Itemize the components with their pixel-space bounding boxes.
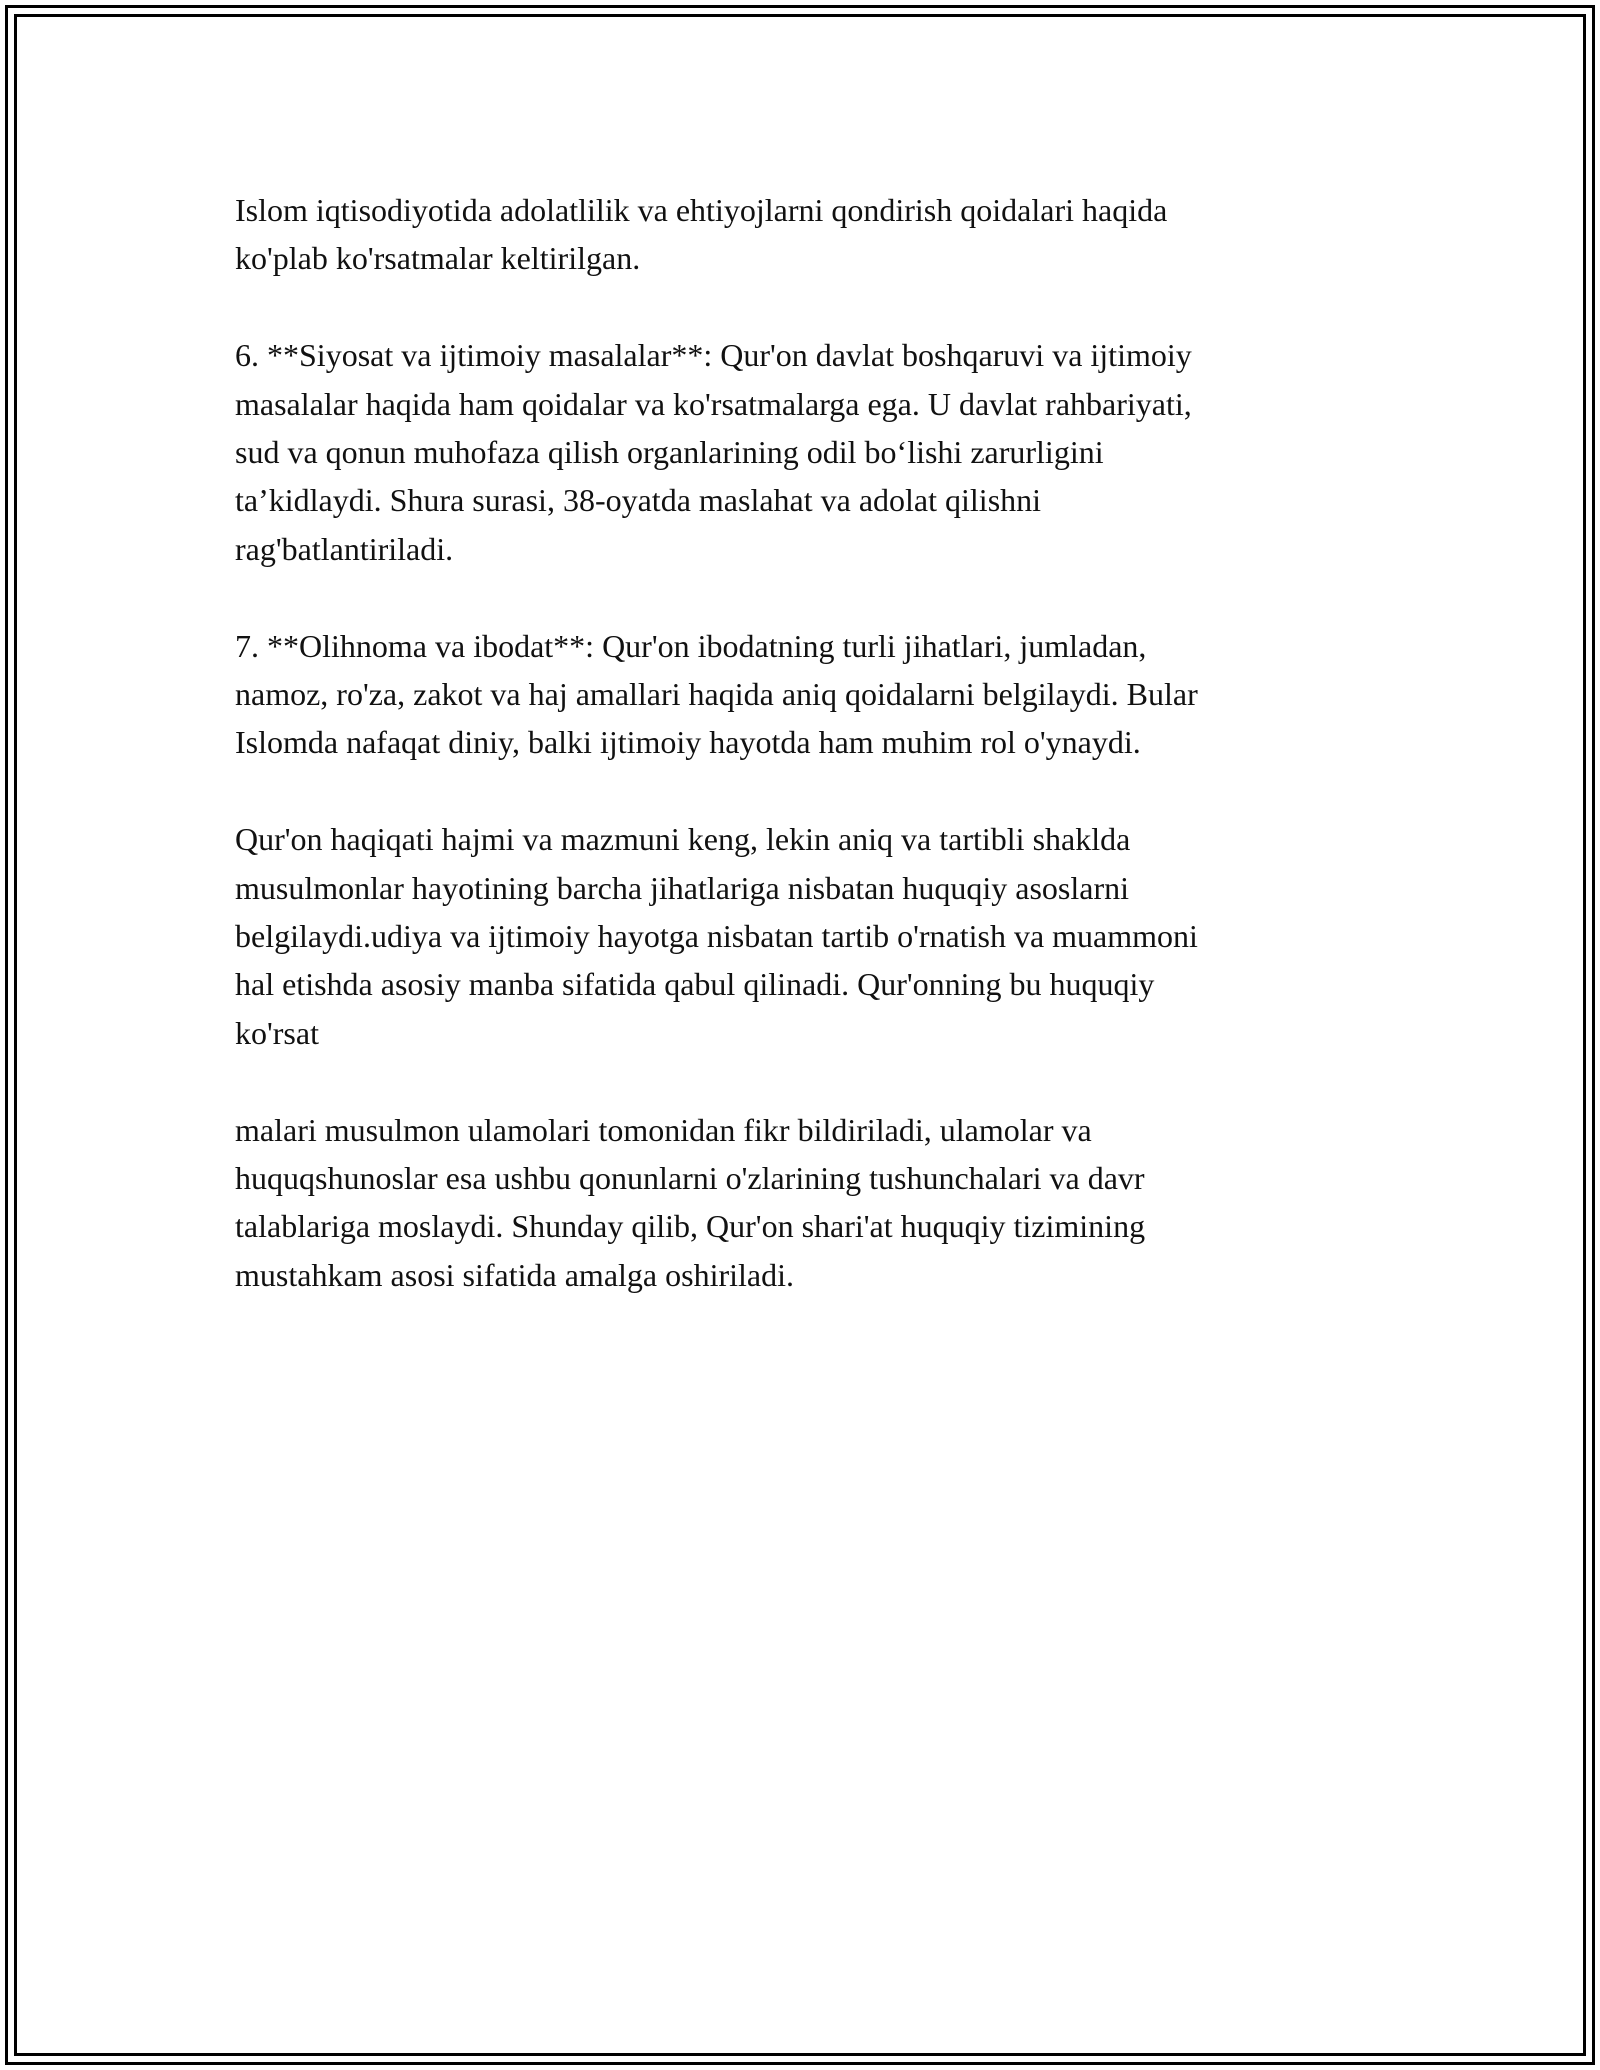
text-line: malari musulmon ulamolari tomonidan fikr bildiriladi, ulamolar va [235,1111,1092,1148]
paragraph [235,331,1365,573]
paragraph [235,622,1365,767]
text-line: ko'plab ko'rsatmalar keltirilgan. [235,240,641,277]
paragraph [235,815,1365,1057]
text-line: ta’kidlaydi. Shura surasi, 38-oyatda maslahat va adolat qilishni [235,482,1042,519]
text-line: talablariga moslaydi. Shunday qilib, Qur'on shari'at huquqiy tizimining [235,1208,1146,1245]
text-line: namoz, ro'za, zakot va haj amallari haqida aniq qoidalarni belgilaydi. Bular [235,676,1198,713]
text-line: 6. **Siyosat va ijtimoiy masalalar**: Qur'on davlat boshqaruvi va ijtimoiy [235,337,1192,374]
text-line: sud va qonun muhofaza qilish organlarining odil bo‘lishi zarurligini [235,434,1104,471]
document-body [235,186,1365,1348]
text-line: mustahkam asosi sifatida amalga oshiriladi. [235,1256,794,1293]
text-line: huquqshunoslar esa ushbu qonunlarni o'zlarining tushunchalari va davr [235,1160,1145,1197]
paragraph [235,1106,1365,1300]
paragraph [235,186,1365,283]
text-line: hal etishda asosiy manba sifatida qabul qilinadi. Qur'onning bu huquqiy [235,966,1155,1003]
text-line: rag'batlantiriladi. [235,530,454,567]
text-line: Islom iqtisodiyotida adolatlilik va ehtiyojlarni qondirish qoidalari haqida [235,192,1168,228]
text-line: 7. **Olihnoma va ibodat**: Qur'on ibodatning turli jihatlari, jumladan, [235,627,1147,664]
text-line: belgilaydi.udiya va ijtimoiy hayotga nisbatan tartib o'rnatish va muammoni [235,918,1198,955]
text-line: masalalar haqida ham qoidalar va ko'rsatmalarga ega. U davlat rahbariyati, [235,385,1192,422]
text-line: ko'rsat [235,1014,319,1051]
text-line: Qur'on haqiqati hajmi va mazmuni keng, lekin aniq va tartibli shaklda [235,821,1131,858]
text-line: Islomda nafaqat diniy, balki ijtimoiy hayotda ham muhim rol o'ynaydi. [235,724,1141,761]
text-line: musulmonlar hayotining barcha jihatlariga nisbatan huquqiy asoslarni [235,869,1130,906]
